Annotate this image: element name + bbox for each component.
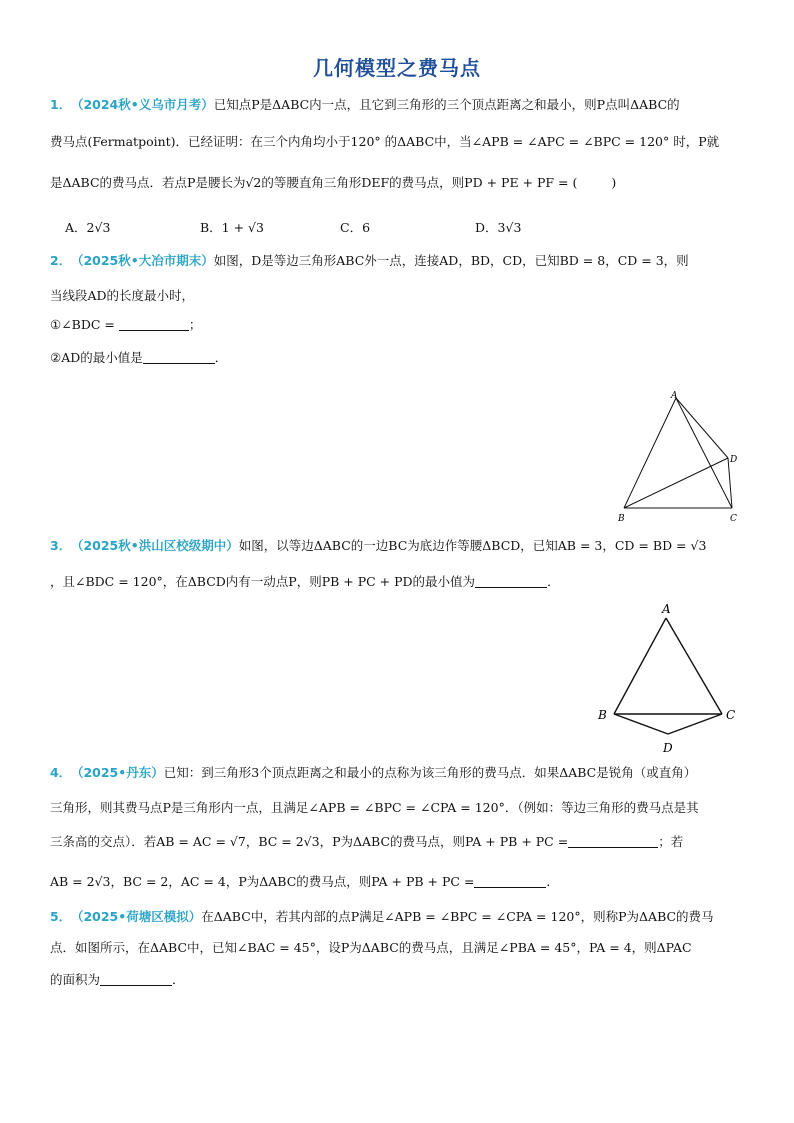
q4-source: （2025•丹东） bbox=[77, 765, 164, 780]
q2-line-1 bbox=[50, 253, 750, 269]
q2-label-b: B bbox=[618, 514, 625, 524]
q1-text-3-end: ) bbox=[611, 175, 617, 190]
q1-text-1: 已知点P是ΔABC内一点，且它到三角形的三个顶点距离之和最小，则P点叫ΔABC的 bbox=[213, 97, 680, 112]
q2-text-2: 当线段AD的长度最小时， bbox=[50, 288, 195, 303]
q3-text-2-end: ． bbox=[547, 574, 560, 589]
q4-number: 4． bbox=[50, 765, 72, 780]
q5-line-3 bbox=[50, 972, 750, 988]
q2-answer-blank-1[interactable] bbox=[119, 318, 189, 331]
q1-line-1 bbox=[50, 97, 750, 113]
q3-label-a: A bbox=[662, 602, 671, 616]
q5-text-3-end: ． bbox=[172, 972, 185, 987]
q1-option-b[interactable]: B．1 + √3 bbox=[200, 220, 264, 235]
q4-text-3: 三条高的交点）．若AB = AC = √7，BC = 2√3，P为ΔABC的费马点，则PA + PB + PC = bbox=[50, 834, 569, 849]
q2-text-1: 如图，D是等边三角形ABC外一点，连接AD，BD，CD，已知BD = 8，CD = 3，则 bbox=[213, 253, 689, 268]
q5-text-2: 点．如图所示，在ΔABC中，已知∠BAC = 45°，设P为ΔABC的费马点，且满足∠PBA = 45°，PA = 4，则ΔPAC bbox=[50, 940, 692, 955]
q2-source: （2025秋•大冶市期末） bbox=[77, 253, 214, 268]
q2-part-2 bbox=[50, 350, 750, 366]
q1-text-2: 费马点(Fermatpoint)．已经证明：在三个内角均小于120° 的ΔABC中，当∠APB = ∠APC = ∠BPC = 120° 时，P就 bbox=[50, 134, 720, 149]
q2-part-2-end: ． bbox=[214, 350, 228, 365]
q4-text-1: 已知：到三角形3个顶点距离之和最小的点称为该三角形的费马点．如果ΔABC是锐角（或直角） bbox=[163, 765, 697, 780]
q2-label-d: D bbox=[730, 455, 738, 465]
q3-label-c: C bbox=[726, 708, 736, 722]
q4-text-2: 三角形，则其费马点P是三角形内一点，且满足∠APB = ∠BPC = ∠CPA = 120°．（例如：等边三角形的费马点是其 bbox=[50, 800, 699, 815]
q5-line-1 bbox=[50, 909, 750, 925]
q5-answer-blank[interactable] bbox=[100, 973, 172, 986]
q4-answer-blank-1[interactable] bbox=[568, 835, 658, 848]
q2-label-c: C bbox=[730, 514, 737, 524]
q1-line-3 bbox=[50, 175, 750, 191]
q3-line-2 bbox=[50, 574, 750, 590]
q4-text-3-end: ；若 bbox=[658, 834, 684, 849]
q1-source: （2024秋•义乌市月考） bbox=[77, 97, 214, 112]
q2-part-1-end: ； bbox=[188, 317, 202, 332]
q4-answer-blank-2[interactable] bbox=[474, 875, 546, 888]
q1-text-3: 是ΔABC的费马点．若点P是腰长为√2的等腰直角三角形DEF的费马点，则PD + PE + PF = ( bbox=[50, 175, 578, 190]
q2-figure bbox=[610, 388, 750, 528]
q1-option-d[interactable]: D．3√3 bbox=[475, 220, 522, 235]
q5-text-1: 在ΔABC中，若其内部的点P满足∠APB = ∠BPC = ∠CPA = 120°，则称P为ΔABC的费马 bbox=[201, 909, 714, 924]
q1-number: 1． bbox=[50, 97, 72, 112]
q4-text-4: AB = 2√3，BC = 2，AC = 4，P为ΔABC的费马点，则PA + PB + PC = bbox=[50, 874, 475, 889]
q5-number: 5． bbox=[50, 909, 72, 924]
q1-option-a[interactable]: A．2√3 bbox=[65, 220, 111, 235]
page-title: 几何模型之费马点 bbox=[313, 56, 481, 80]
q4-text-4-end: ． bbox=[546, 874, 559, 889]
q2-answer-blank-2[interactable] bbox=[143, 351, 215, 364]
q3-line-1 bbox=[50, 538, 750, 554]
q3-figure bbox=[590, 598, 750, 760]
q5-source: （2025•荷塘区模拟） bbox=[77, 909, 202, 924]
q3-text-1: 如图，以等边ΔABC的一边BC为底边作等腰ΔBCD，已知AB = 3，CD = BD = √3 bbox=[238, 538, 707, 553]
q1-option-c[interactable]: C．6 bbox=[340, 220, 371, 235]
q5-text-3: 的面积为 bbox=[50, 972, 101, 987]
q4-line-3 bbox=[50, 834, 750, 850]
q3-answer-blank[interactable] bbox=[475, 575, 547, 588]
q4-line-1 bbox=[50, 765, 750, 781]
q2-number: 2． bbox=[50, 253, 72, 268]
q3-label-d: D bbox=[663, 741, 673, 755]
q3-label-b: B bbox=[598, 708, 607, 722]
q2-part-2-text: ②AD的最小值是 bbox=[50, 350, 143, 365]
q4-line-4 bbox=[50, 874, 750, 890]
q3-number: 3． bbox=[50, 538, 72, 553]
q2-part-1 bbox=[50, 317, 750, 333]
q2-part-1-text: ①∠BDC = bbox=[50, 317, 115, 332]
q3-source: （2025秋•洪山区校级期中） bbox=[77, 538, 239, 553]
q2-label-a: A bbox=[671, 391, 678, 401]
q3-text-2: ，且∠BDC = 120°，在ΔBCD内有一动点P，则PB + PC + PD的最小值为 bbox=[50, 574, 476, 589]
